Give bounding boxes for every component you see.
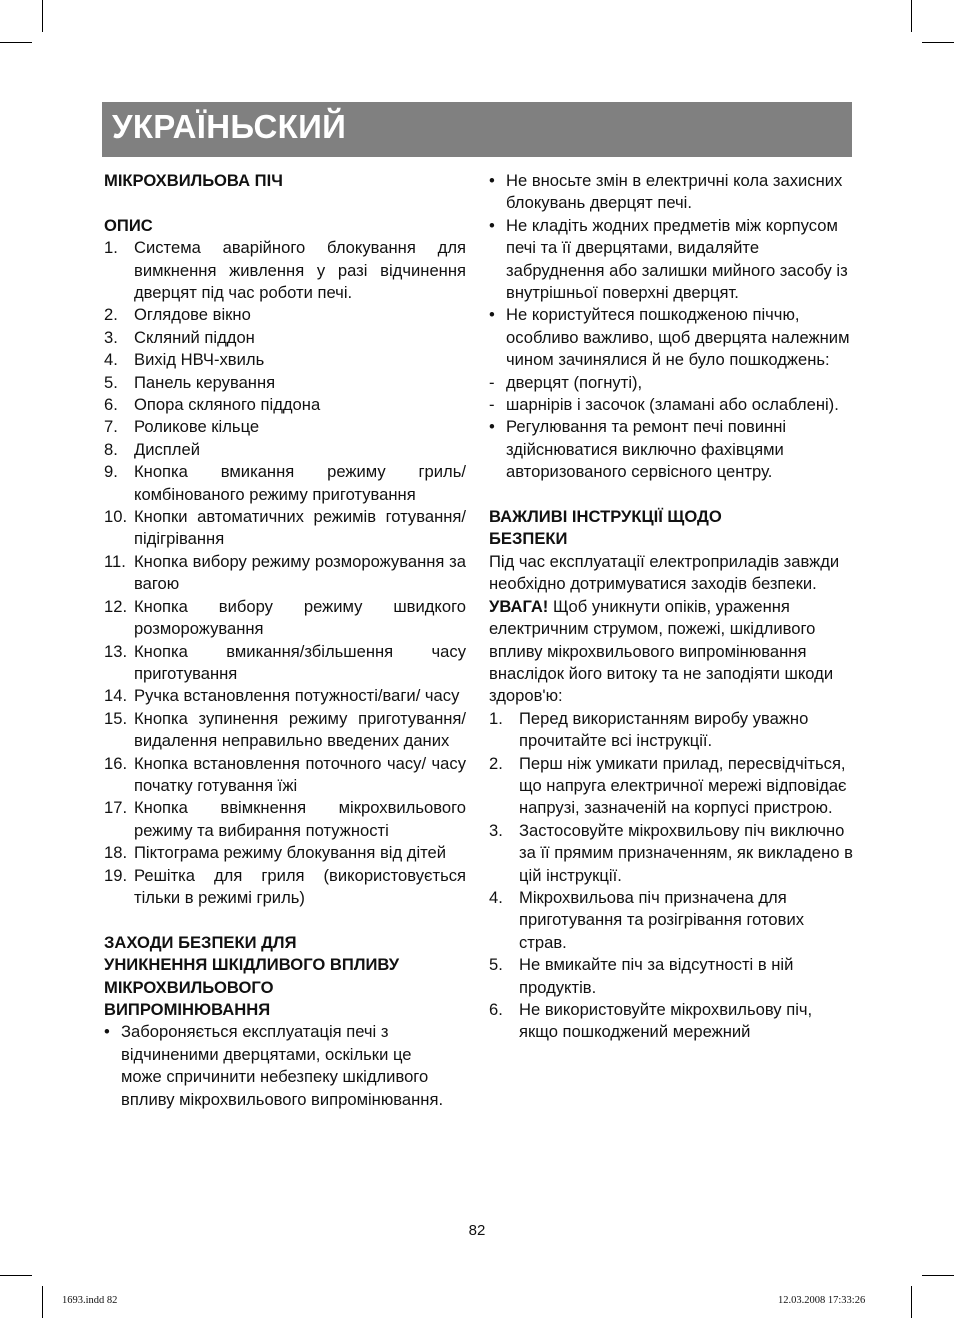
item-text: Роликове кільце xyxy=(134,417,260,437)
date-slug: 12.03.2008 17:33:26 xyxy=(778,1295,866,1306)
bullet-marker: • xyxy=(489,305,495,325)
list-item xyxy=(104,865,466,910)
item-text: Піктограма режиму блокування від дітей xyxy=(134,843,447,863)
crop-mark xyxy=(922,42,954,43)
item-number: 1. xyxy=(104,238,118,258)
list-item xyxy=(104,596,466,641)
product-title: МІКРОХВИЛЬОВА ПІЧ xyxy=(104,171,283,190)
bullet-text: Не користуйтеся пошкодженою піччю, особливо важливо, щоб дверцята належним чином зачинялися й не було пошкоджень: xyxy=(506,305,850,370)
item-text: Кнопка вмикання режиму гриль/ комбінованого режиму приготування xyxy=(134,462,466,504)
item-text: Кнопка вибору режиму швидкого розморожування xyxy=(134,596,466,639)
bullet-marker: • xyxy=(489,417,495,437)
item-number: 2. xyxy=(104,305,118,325)
item-number: 11. xyxy=(104,551,126,571)
left-column xyxy=(104,170,466,1111)
item-text: Дисплей xyxy=(134,439,200,459)
language-banner xyxy=(102,102,852,157)
item-number: 6. xyxy=(489,1000,503,1020)
list-item xyxy=(104,708,466,753)
bullet-marker: - xyxy=(489,395,495,415)
item-text: Вихід НВЧ-хвиль xyxy=(134,350,265,370)
item-text: Не використовуйте мікрохвильову піч, якщо пошкоджений мережний xyxy=(519,1000,813,1042)
item-number: 17. xyxy=(104,798,128,818)
page-number: 82 xyxy=(468,1222,486,1239)
list-item xyxy=(489,215,853,305)
item-text: Кнопки автоматичних режимів готування/підігрівання xyxy=(134,507,466,549)
list-item xyxy=(489,820,853,887)
bullet-marker: • xyxy=(489,215,495,235)
crop-mark xyxy=(911,1286,912,1318)
item-text: Кнопка ввімкнення мікрохвильового режиму та вибирання потужності xyxy=(134,798,466,840)
bullet-marker: • xyxy=(489,171,495,190)
item-text: Застосовуйте мікрохвильову піч виключно за її прямим призначенням, як викладено в цій інструкції. xyxy=(519,820,853,885)
intro-paragraph xyxy=(489,551,853,708)
item-text: Кнопка вмикання/збільшення часу приготування xyxy=(134,641,466,683)
item-text: Перш ніж умикати прилад, пересвідчіться, що напруга електричної мережі відповідає напрузі, зазначеній на корпусі пристрою. xyxy=(519,753,847,818)
crop-mark xyxy=(0,42,32,43)
list-item xyxy=(104,753,466,798)
bullet-text: Забороняється експлуатація печі з відчиненими дверцятами, оскільки це може спричинити небезпеку шкідливого впливу мікрохвильового випромінювання. xyxy=(121,1022,444,1109)
file-slug: 1693.indd 82 xyxy=(62,1295,118,1306)
list-item xyxy=(104,237,466,304)
right-column xyxy=(489,170,853,1044)
list-item xyxy=(104,685,466,707)
bullet-text: Не кладіть жодних предметів між корпусом печі та її дверцятами, видаляйте забруднення або залишки мийного засобу із внутрішньої поверхні дверцят. xyxy=(506,215,848,303)
list-item xyxy=(104,439,466,461)
item-number: 7. xyxy=(104,417,118,437)
item-text: Ручка встановлення потужності/ваги/ часу xyxy=(134,686,460,706)
item-text: Скляний піддон xyxy=(134,327,255,347)
instructions-list xyxy=(489,708,853,1044)
item-text: Не вмикайте піч за відсутності в ній продуктів. xyxy=(519,955,794,997)
intro-text: Під час експлуатації електроприладів завжди необхідно дотримуватися заходів безпеки. xyxy=(489,551,840,594)
warning-label: УВАГА! xyxy=(489,596,549,616)
list-item xyxy=(489,753,853,820)
item-number: 19. xyxy=(104,865,128,885)
list-item xyxy=(104,641,466,686)
list-item xyxy=(104,842,466,864)
item-number: 3. xyxy=(489,820,503,840)
list-item xyxy=(104,327,466,349)
crop-mark xyxy=(922,1275,954,1276)
item-number: 5. xyxy=(104,372,118,392)
item-text: Мікрохвильова піч призначена для приготування та розігрівання готових страв. xyxy=(519,887,805,952)
item-number: 10. xyxy=(104,507,128,527)
list-item xyxy=(104,1021,466,1111)
list-item xyxy=(489,954,853,999)
item-number: 4. xyxy=(489,887,503,907)
intro-text-cont: Щоб уникнути опіків, ураження електричним струмом, пожежі, шкідливого впливу мікрохвильового випромінювання внаслідок його витоку та не заподіяти шкоди здоров'ю: xyxy=(489,596,834,706)
item-number: 13. xyxy=(104,641,128,661)
language-title: УКРАЇНЬСКИЙ xyxy=(112,108,347,145)
safety-bullets xyxy=(489,170,853,484)
item-number: 15. xyxy=(104,708,128,728)
list-item xyxy=(489,170,853,215)
important-heading: ВАЖЛИВІ ІНСТРУКЦІЇ ЩОДО БЕЗПЕКИ xyxy=(489,507,722,549)
item-number: 4. xyxy=(104,350,118,370)
crop-mark xyxy=(0,1275,32,1276)
list-item xyxy=(104,372,466,394)
list-item xyxy=(104,461,466,506)
item-text: Кнопка зупинення режиму приготування/видалення неправильно введених даних xyxy=(134,708,466,751)
item-text: Система аварійного блокування для вимкнення живлення у разі відчинення дверцят під час роботи печі. xyxy=(134,238,466,303)
bullet-text: шарнірів і засочок (зламані або ослаблені). xyxy=(506,395,839,415)
list-item xyxy=(104,506,466,551)
item-number: 2. xyxy=(489,753,503,773)
item-text: Перед використанням виробу уважно прочитайте всі інструкції. xyxy=(519,708,809,751)
list-item xyxy=(489,708,853,753)
item-number: 18. xyxy=(104,843,128,863)
item-number: 5. xyxy=(489,955,503,975)
safety-heading: ЗАХОДИ БЕЗПЕКИ ДЛЯ УНИКНЕННЯ ШКІДЛИВОГО ВПЛИВУ МІКРОХВИЛЬОВОГО ВИПРОМІНЮВАННЯ xyxy=(104,932,400,1019)
bullet-text: Не вносьте змін в електричні кола захисних блокувань дверцят печі. xyxy=(506,171,843,213)
item-number: 8. xyxy=(104,439,118,459)
item-text: Панель керування xyxy=(134,372,276,392)
crop-mark xyxy=(911,0,912,32)
item-number: 12. xyxy=(104,596,128,616)
item-text: Решітка для гриля (використовується тільки в режимі гриль) xyxy=(134,865,466,907)
crop-mark xyxy=(42,0,43,32)
item-number: 6. xyxy=(104,395,118,415)
list-item xyxy=(104,416,466,438)
item-number: 16. xyxy=(104,753,128,773)
item-number: 9. xyxy=(104,462,118,482)
item-text: Кнопка встановлення поточного часу/ часу початку готування їжі xyxy=(134,753,466,795)
item-number: 14. xyxy=(104,686,128,706)
list-item xyxy=(104,304,466,326)
list-item xyxy=(489,416,853,483)
list-item xyxy=(489,394,853,416)
description-heading: ОПИС xyxy=(104,215,153,235)
item-text: Опора скляного піддона xyxy=(134,395,321,415)
list-item xyxy=(489,304,853,371)
bullet-text: дверцят (погнуті), xyxy=(506,372,643,392)
bullet-text: Регулювання та ремонт печі повинні здійснюватися виключно фахівцями авторизованого сервісного центру. xyxy=(506,417,787,482)
item-text: Оглядове вікно xyxy=(134,305,251,325)
list-item xyxy=(489,887,853,954)
list-item xyxy=(489,372,853,394)
bullet-marker: • xyxy=(104,1022,110,1042)
item-number: 1. xyxy=(489,708,503,728)
list-item xyxy=(104,551,466,596)
list-item xyxy=(104,349,466,371)
crop-mark xyxy=(42,1286,43,1318)
parts-list xyxy=(104,237,466,909)
bullet-marker: - xyxy=(489,372,495,392)
item-text: Кнопка вибору режиму розморожування за вагою xyxy=(134,551,466,594)
list-item xyxy=(104,797,466,842)
list-item xyxy=(104,394,466,416)
list-item xyxy=(489,999,853,1044)
item-number: 3. xyxy=(104,327,118,347)
